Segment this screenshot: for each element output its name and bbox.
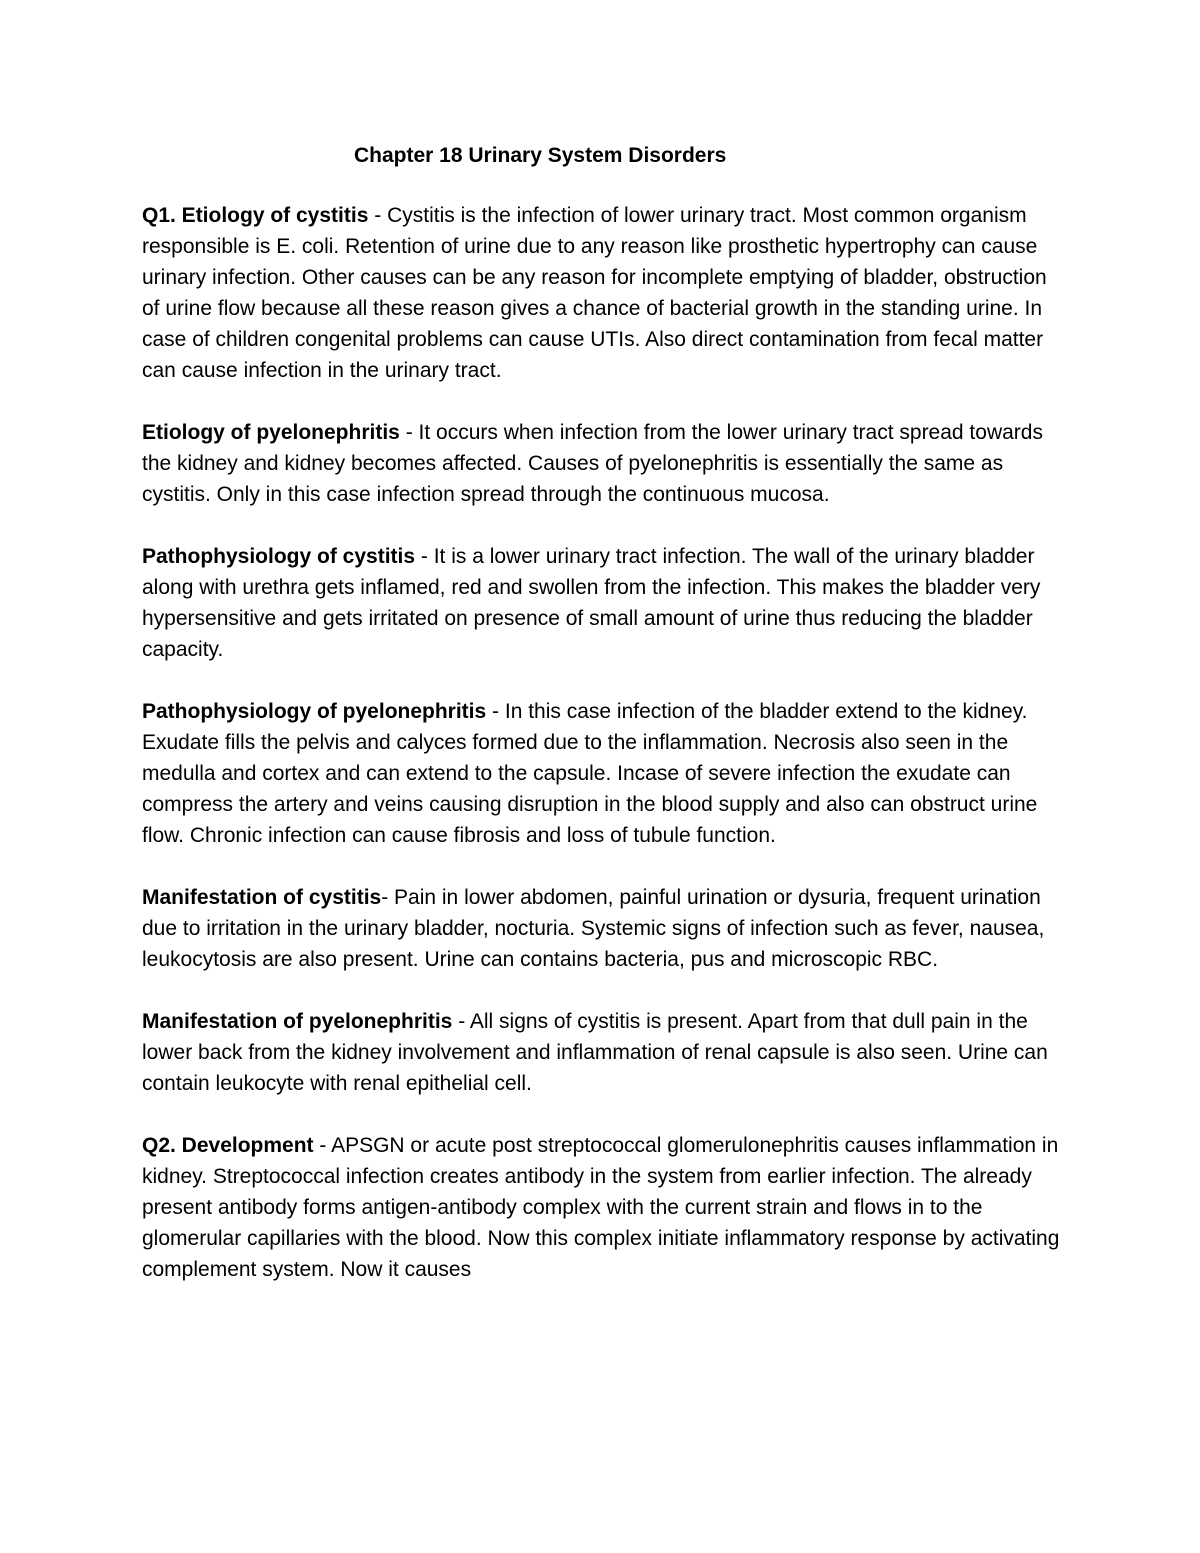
paragraph-development [142,1130,1067,1285]
paragraph-manifestation-pyelonephritis [142,1006,1067,1099]
paragraph-separator: - [415,545,434,568]
paragraph-text: Pain in lower abdomen, painful urination or dysuria, frequent urination due to irritation in the urinary bladder, nocturia. Systemic signs of infection such as fever, nausea, leukocytosis are also present. Urine can contains bacteria, pus and microscopic RBC. [142,886,1045,971]
paragraph-text: It occurs when infection from the lower urinary tract spread towards the kidney and kidney becomes affected. Causes of pyelonephritis is essentially the same as cystitis. Only in this case infection spread through the continuous mucosa. [142,421,1043,506]
paragraph-heading: Etiology of pyelonephritis [142,421,400,444]
paragraph-pathophysiology-pyelonephritis [142,696,1067,851]
paragraph-separator: - [452,1010,470,1033]
paragraph-heading: Manifestation of cystitis [142,886,382,909]
paragraph-heading: Q1. Etiology of cystitis [142,204,369,227]
paragraph-text: Cystitis is the infection of lower urinary tract. Most common organism responsible is E. coli. Retention of urine due to any reason like prosthetic hypertrophy can cause urinary infection. Other causes can be any reason for incomplete emptying of bladder, obstruction of urine flow because all these reason gives a chance of bacterial growth in the standing urine. In case of children congenital problems can cause UTIs. Also direct contamination from fecal matter can cause infection in the urinary tract. [142,204,1047,382]
paragraph-etiology-pyelonephritis [142,417,1067,510]
paragraph-text: In this case infection of the bladder extend to the kidney. Exudate fills the pelvis and calyces formed due to the inflammation. Necrosis also seen in the medulla and cortex and can extend to the capsule. Incase of severe infection the exudate can compress the artery and veins causing disruption in the blood supply and also can obstruct urine flow. Chronic infection can cause fibrosis and loss of tubule function. [142,700,1038,847]
paragraph-separator: - [368,204,388,227]
document-title: Chapter 18 Urinary System Disorders [354,144,727,167]
paragraph-separator: - [399,421,419,444]
paragraph-manifestation-cystitis [142,882,1067,975]
paragraph-text: All signs of cystitis is present. Apart from that dull pain in the lower back from the kidney involvement and inflammation of renal capsule is also seen. Urine can contain leukocyte with renal epithelial cell. [142,1010,1048,1095]
paragraph-separator: - [381,886,395,909]
paragraph-heading: Q2. Development [142,1134,314,1157]
paragraph-etiology-cystitis [142,200,1067,386]
paragraph-heading: Pathophysiology of cystitis [142,545,416,568]
paragraph-pathophysiology-cystitis [142,541,1067,665]
paragraph-separator: - [486,700,505,723]
paragraph-heading: Pathophysiology of pyelonephritis [142,700,487,723]
paragraph-heading: Manifestation of pyelonephritis [142,1010,453,1033]
document-body [142,200,1067,1285]
paragraph-text: APSGN or acute post streptococcal glomerulonephritis causes inflammation in kidney. Streptococcal infection creates antibody in the system from earlier infection. The already present antibody forms antigen-antibody complex with the current strain and flows in to the glomerular capillaries with the blood. Now this complex initiate inflammatory response by activating complement system. Now it causes [142,1134,1060,1281]
paragraph-separator: - [313,1134,332,1157]
paragraph-text: It is a lower urinary tract infection. The wall of the urinary bladder along with urethra gets inflamed, red and swollen from the infection. This makes the bladder very hypersensitive and gets irritated on presence of small amount of urine thus reducing the bladder capacity. [142,545,1041,661]
